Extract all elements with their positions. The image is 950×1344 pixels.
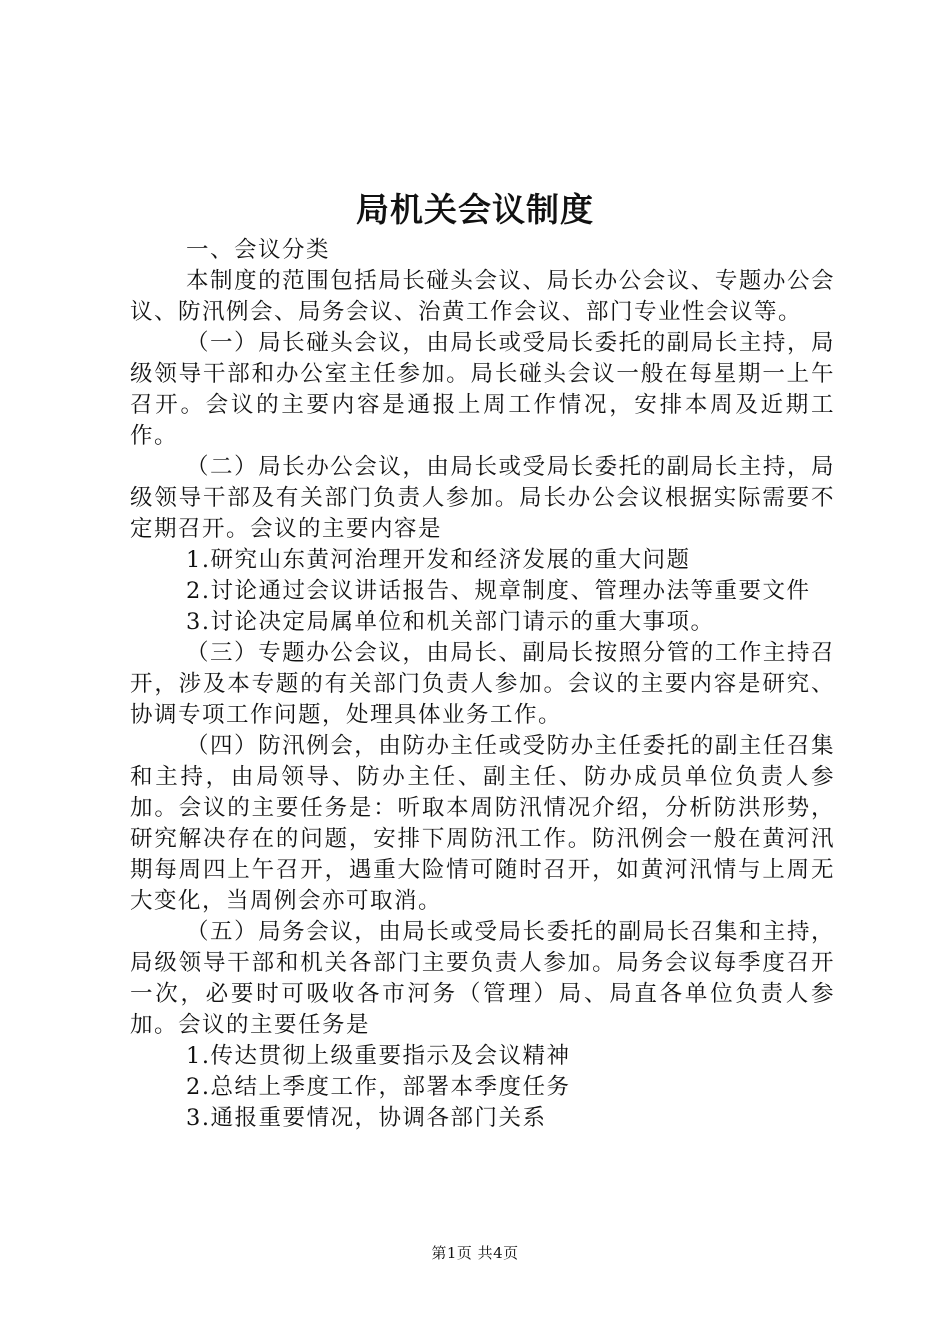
paragraph-meeting-3: （三）专题办公会议，由局长、副局长按照分管的工作主持召开，涉及本专题的有关部门负责人参加。会议的主要内容是研究、协调专项工作问题，处理具体业务工作。: [130, 640, 835, 728]
page-footer: 第1页 共4页: [431, 1244, 519, 1262]
list-item: 2.讨论通过会议讲话报告、规章制度、管理办法等重要文件: [186, 578, 811, 604]
section-heading: 一、会议分类: [186, 237, 331, 263]
document-title: 局机关会议制度: [356, 190, 594, 229]
paragraph-meeting-5: （五）局务会议，由局长或受局长委托的副局长召集和主持，局级领导干部和机关各部门主要负责人参加。局务会议每季度召开一次，必要时可吸收各市河务（管理）局、局直各单位负责人参加。会议的主要任务是: [130, 919, 835, 1038]
list-item: 1.研究山东黄河治理开发和经济发展的重大问题: [186, 547, 691, 573]
paragraph-scope: 本制度的范围包括局长碰头会议、局长办公会议、专题办公会议、防汛例会、局务会议、治黄工作会议、部门专业性会议等。: [130, 268, 835, 325]
list-item: 1.传达贯彻上级重要指示及会议精神: [186, 1043, 571, 1069]
list-item: 3.讨论决定局属单位和机关部门请示的重大事项。: [186, 609, 715, 635]
paragraph-meeting-4: （四）防汛例会，由防办主任或受防办主任委托的副主任召集和主持，由局领导、防办主任、副主任、防办成员单位负责人参加。会议的主要任务是：听取本周防汛情况介绍，分析防洪形势，研究解决存在的问题，安排下周防汛工作。防汛例会一般在黄河汛期每周四上午召开，遇重大险情可随时召开，如黄河汛情与上周无大变化，当周例会亦可取消。: [130, 733, 835, 914]
paragraph-meeting-2: （二）局长办公会议，由局长或受局长委托的副局长主持，局级领导干部及有关部门负责人参加。局长办公会议根据实际需要不定期召开。会议的主要内容是: [130, 454, 835, 542]
list-item: 2.总结上季度工作，部署本季度任务: [186, 1074, 571, 1100]
list-item: 3.通报重要情况，协调各部门关系: [186, 1105, 547, 1131]
document-body: [130, 235, 835, 1134]
paragraph-meeting-1: （一）局长碰头会议，由局长或受局长委托的副局长主持，局级领导干部和办公室主任参加。局长碰头会议一般在每星期一上午召开。会议的主要内容是通报上周工作情况，安排本周及近期工作。: [130, 330, 835, 449]
